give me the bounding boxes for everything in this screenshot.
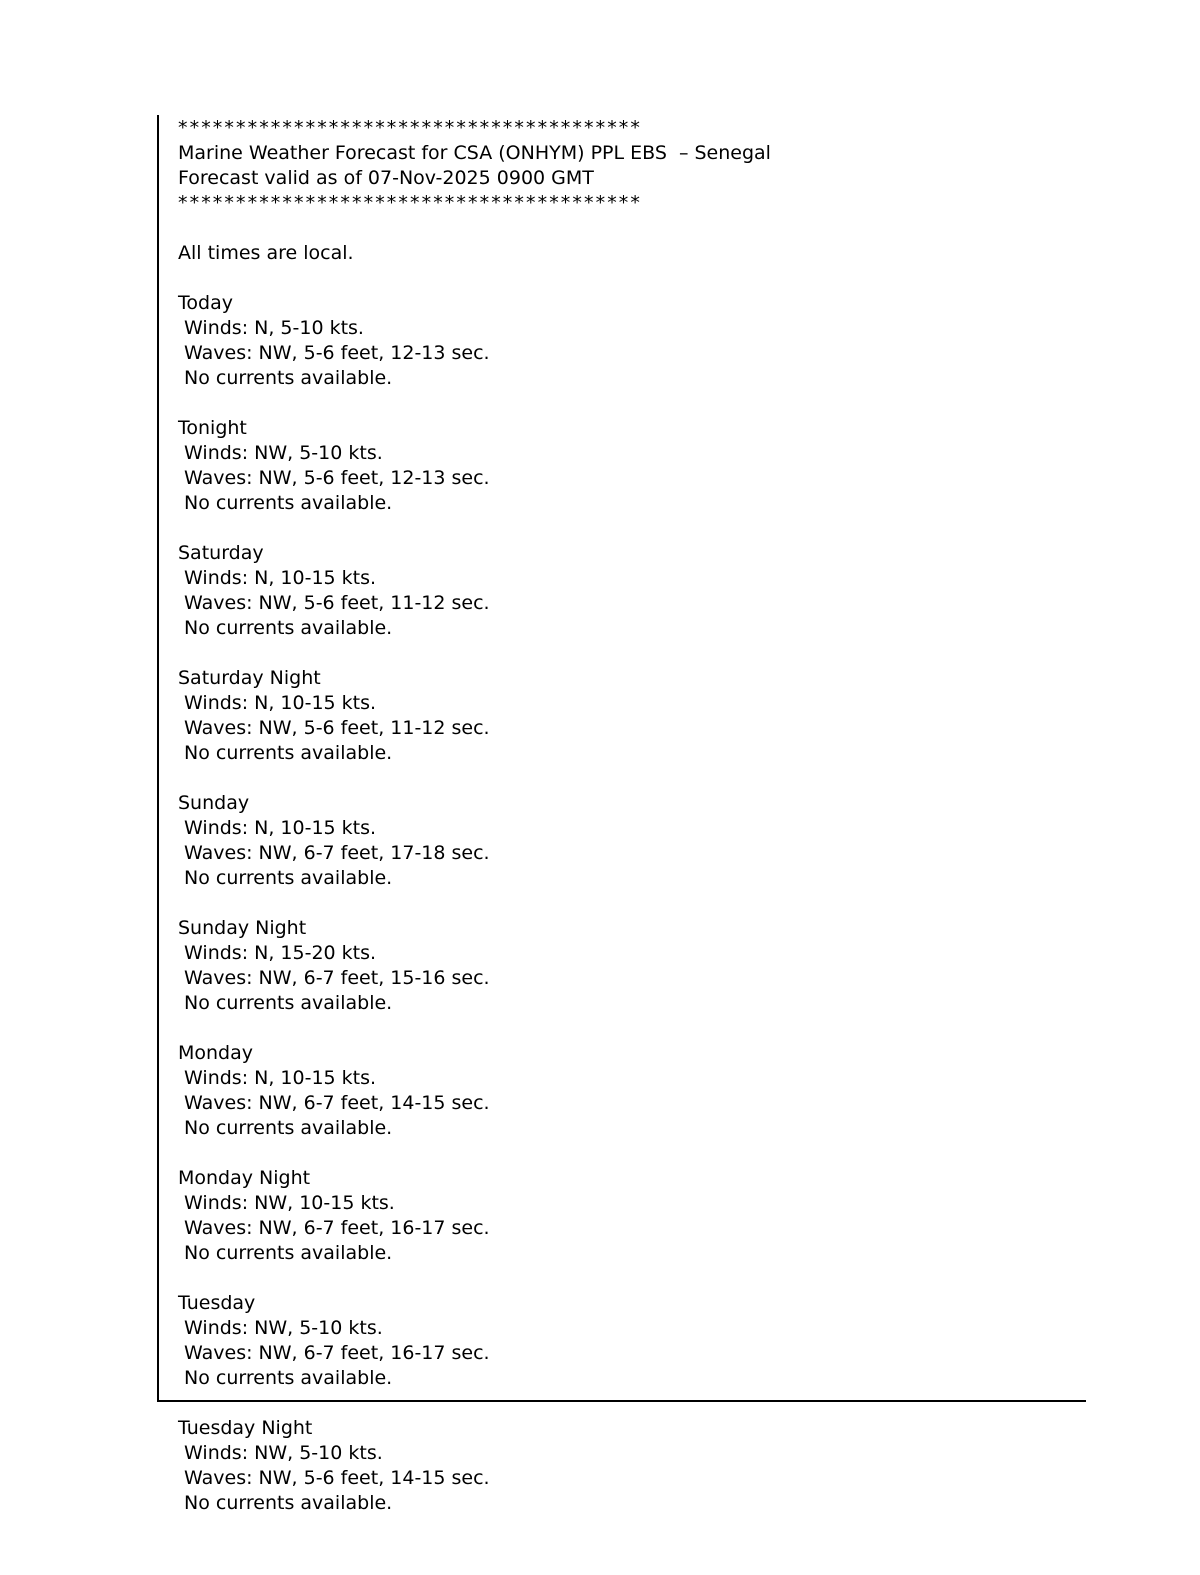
forecast-valid-line: Forecast valid as of 07-Nov-2025 0900 GMT bbox=[178, 167, 594, 189]
day-label: Monday bbox=[178, 1042, 254, 1064]
winds-line: Winds: N, 10-15 kts. bbox=[178, 692, 377, 714]
waves-line: Waves: NW, 6-7 feet, 16-17 sec. bbox=[178, 1342, 490, 1364]
winds-line: Winds: N, 10-15 kts. bbox=[178, 567, 377, 589]
times-note: All times are local. bbox=[178, 242, 354, 264]
forecast-section-tonight bbox=[178, 416, 1086, 516]
day-label: Today bbox=[178, 292, 233, 314]
currents-line: No currents available. bbox=[178, 742, 393, 764]
forecast-section-saturday-night bbox=[178, 666, 1086, 766]
currents-line: No currents available. bbox=[178, 617, 393, 639]
currents-line: No currents available. bbox=[178, 367, 393, 389]
forecast-section-monday bbox=[178, 1041, 1086, 1141]
waves-line: Waves: NW, 6-7 feet, 14-15 sec. bbox=[178, 1092, 490, 1114]
waves-line: Waves: NW, 5-6 feet, 11-12 sec. bbox=[178, 592, 490, 614]
forecast-section-tuesday-night bbox=[178, 1416, 490, 1516]
day-label: Saturday bbox=[178, 542, 264, 564]
waves-line: Waves: NW, 5-6 feet, 11-12 sec. bbox=[178, 717, 490, 739]
winds-line: Winds: NW, 10-15 kts. bbox=[178, 1192, 395, 1214]
day-label: Sunday bbox=[178, 792, 250, 814]
forecast-section-monday-night bbox=[178, 1166, 1086, 1266]
currents-line: No currents available. bbox=[178, 1367, 393, 1389]
waves-line: Waves: NW, 6-7 feet, 15-16 sec. bbox=[178, 967, 490, 989]
forecast-section-sunday-night bbox=[178, 916, 1086, 1016]
currents-line: No currents available. bbox=[178, 1117, 393, 1139]
winds-line: Winds: N, 15-20 kts. bbox=[178, 942, 377, 964]
separator-line-bottom: **************************************** bbox=[178, 192, 642, 214]
text-frame bbox=[157, 115, 1086, 1402]
waves-line: Waves: NW, 5-6 feet, 14-15 sec. bbox=[178, 1467, 490, 1489]
currents-line: No currents available. bbox=[178, 492, 393, 514]
winds-line: Winds: N, 10-15 kts. bbox=[178, 1067, 377, 1089]
blank-line bbox=[178, 216, 1086, 241]
blank-line bbox=[178, 266, 1086, 291]
day-label: Monday Night bbox=[178, 1167, 311, 1189]
currents-line: No currents available. bbox=[178, 1242, 393, 1264]
forecast-section-tuesday bbox=[178, 1291, 1086, 1391]
waves-line: Waves: NW, 6-7 feet, 16-17 sec. bbox=[178, 1217, 490, 1239]
forecast-section-saturday bbox=[178, 541, 1086, 641]
currents-line: No currents available. bbox=[178, 867, 393, 889]
waves-line: Waves: NW, 6-7 feet, 17-18 sec. bbox=[178, 842, 490, 864]
winds-line: Winds: NW, 5-10 kts. bbox=[178, 1317, 383, 1339]
winds-line: Winds: N, 10-15 kts. bbox=[178, 817, 377, 839]
forecast-section-today bbox=[178, 291, 1086, 391]
day-label: Saturday Night bbox=[178, 667, 321, 689]
day-label: Tuesday bbox=[178, 1292, 256, 1314]
day-label: Tuesday Night bbox=[178, 1417, 313, 1439]
winds-line: Winds: NW, 5-10 kts. bbox=[178, 442, 383, 464]
waves-line: Waves: NW, 5-6 feet, 12-13 sec. bbox=[178, 467, 490, 489]
day-label: Tonight bbox=[178, 417, 247, 439]
forecast-section-sunday bbox=[178, 791, 1086, 891]
day-label: Sunday Night bbox=[178, 917, 307, 939]
winds-line: Winds: N, 5-10 kts. bbox=[178, 317, 364, 339]
currents-line: No currents available. bbox=[178, 992, 393, 1014]
currents-line: No currents available. bbox=[178, 1492, 393, 1514]
winds-line: Winds: NW, 5-10 kts. bbox=[178, 1442, 383, 1464]
separator-line-top: **************************************** bbox=[178, 117, 642, 139]
forecast-document bbox=[159, 115, 1086, 1391]
waves-line: Waves: NW, 5-6 feet, 12-13 sec. bbox=[178, 342, 490, 364]
document-title: Marine Weather Forecast for CSA (ONHYM) PPL EBS – Senegal bbox=[178, 142, 771, 164]
